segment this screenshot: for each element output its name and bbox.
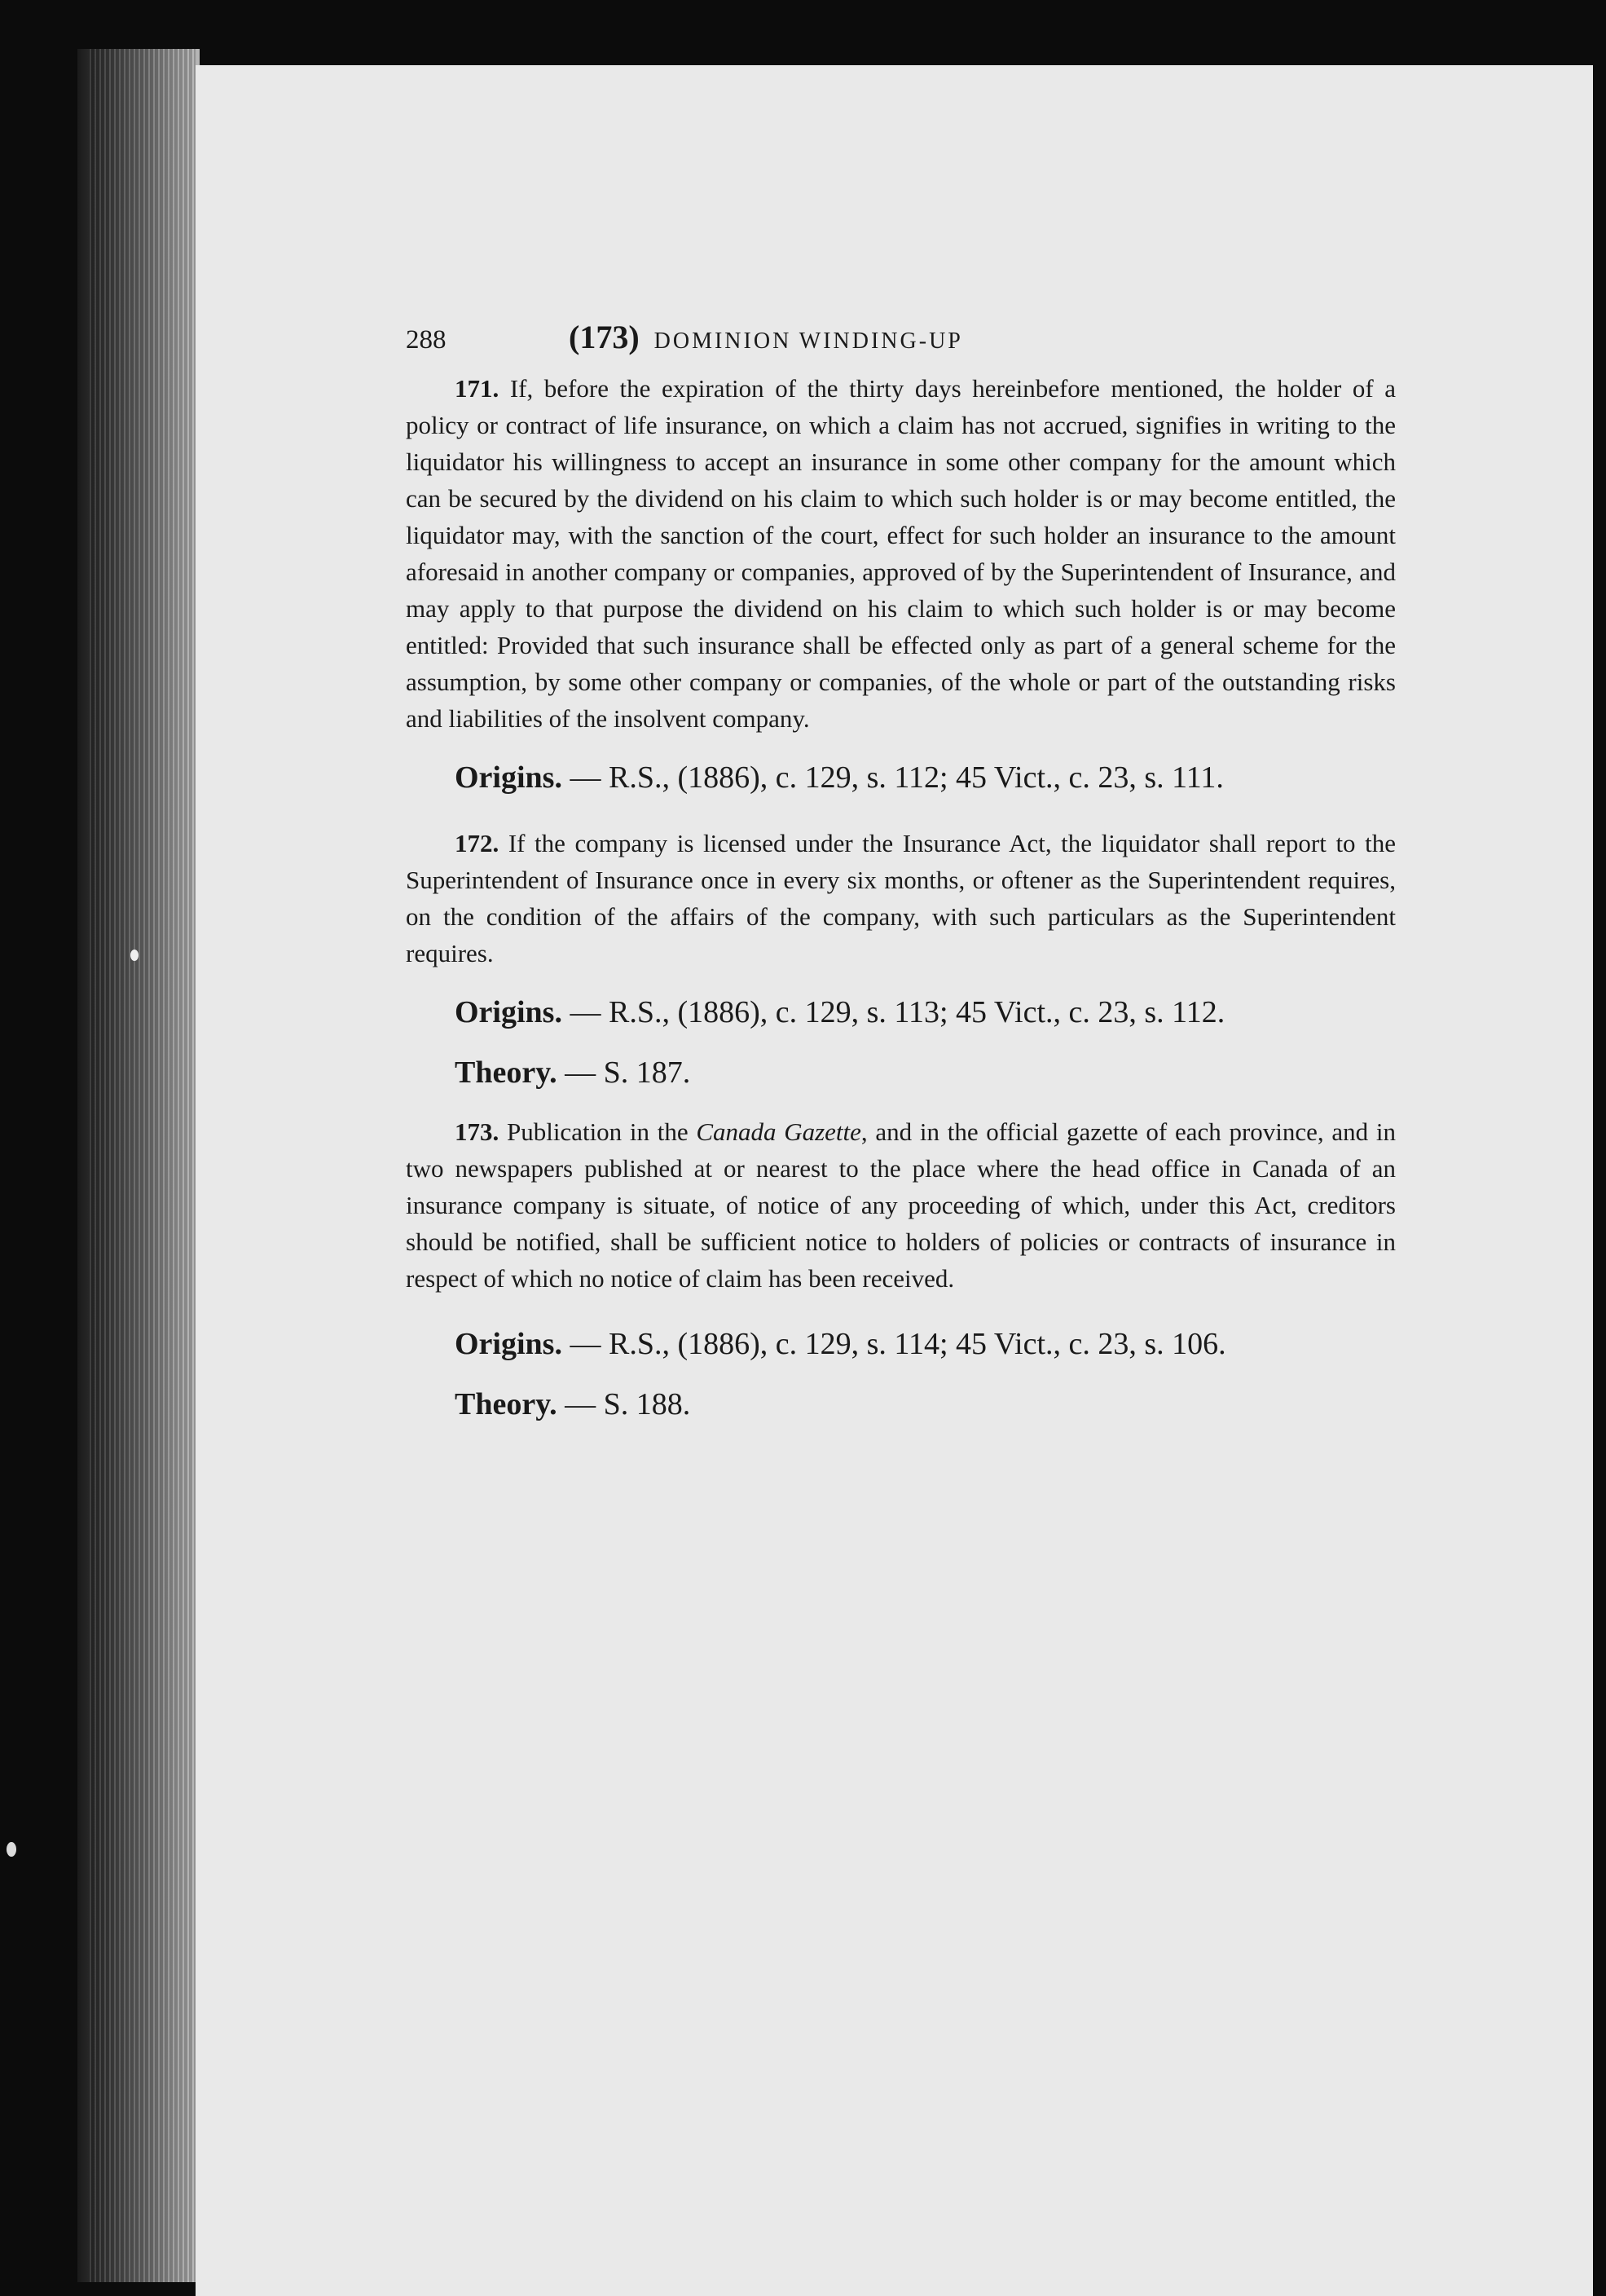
page-number: 288 — [406, 325, 447, 355]
section-reference: (173) — [569, 319, 640, 355]
theory-note: Theory. — S. 187. — [455, 1055, 691, 1090]
section-number: 171. — [455, 374, 499, 403]
theory-label: Theory. — [455, 1055, 557, 1090]
section-text: If the company is licensed under the Insurance Act, the liquidator shall report to the Superintendent of Insurance once in every six months, or oftener as the Superintendent requires, on the condition of the affairs of the company, with such particulars as the Superintendent requires. — [406, 829, 1397, 967]
gazette-title: Canada Gazette — [696, 1117, 861, 1146]
origins-note: Origins. — R.S., (1886), c. 129, s. 113; 45 Vict., c. 23, s. 112. — [455, 995, 1225, 1029]
origins-text: R.S., (1886), c. 129, s. 114; 45 Vict., c. 23, s. 106. — [608, 1327, 1226, 1361]
theory-text: S. 188. — [603, 1387, 691, 1421]
origins-text: R.S., (1886), c. 129, s. 112; 45 Vict., c. 23, s. 111. — [608, 760, 1224, 795]
section-text: If, before the expiration of the thirty days hereinbefore mentioned, the holder of a policy or contract of life insurance, on which a claim has not accrued, signifies in writing to the liquidator his willingness to accept an insurance in some other company for the amount which can be secured by the dividend on his claim to which such holder is or may become entitled, the liquidator may, with the sanction of the court, effect for such holder an insurance to the amount aforesaid in another company or companies, approved of by the Superintendent of Insurance, and may apply to that purpose the dividend on his claim to which such holder is or may become entitled: Provided that such insurance shall be effected only as part of a general scheme for the assumption, by some other company or companies, of the whole or part of the outstanding risks and liabilities of the insolvent company. — [406, 374, 1396, 733]
scan-speck — [7, 1842, 16, 1857]
section-173: 173. Publication in the Canada Gazette, and in the official gazette of each province, and in two newspapers published at or nearest to the place where the head office in Canada of an insurance company is situate, of notice of any proceeding of which, under this Act, creditors should be notified, shall be sufficient notice to holders of policies or contracts of insurance in respect of which no notice of claim has been received. — [406, 1117, 1396, 1293]
spine-texture — [90, 49, 196, 2282]
origins-label: Origins. — [455, 760, 562, 795]
page-header — [406, 318, 1396, 355]
origins-label: Origins. — [455, 995, 562, 1029]
section-number: 173. — [455, 1117, 499, 1146]
origins-text: R.S., (1886), c. 129, s. 113; 45 Vict., c. 23, s. 112. — [608, 995, 1225, 1029]
section-172 — [406, 825, 1396, 972]
theory-note: Theory. — S. 188. — [455, 1387, 691, 1421]
origins-note: Origins. — R.S., (1886), c. 129, s. 114; 45 Vict., c. 23, s. 106. — [455, 1327, 1226, 1361]
theory-label: Theory. — [455, 1387, 557, 1421]
origins-label: Origins. — [455, 1327, 562, 1361]
page-content — [406, 318, 1396, 1424]
origins-note: Origins. — R.S., (1886), c. 129, s. 112; 45 Vict., c. 23, s. 111. — [455, 760, 1224, 795]
section-171 — [406, 370, 1396, 737]
running-title: DOMINION WINDING-UP — [653, 328, 963, 354]
section-number: 172. — [455, 829, 499, 857]
theory-text: S. 187. — [603, 1055, 691, 1090]
scan-speck — [130, 950, 139, 961]
